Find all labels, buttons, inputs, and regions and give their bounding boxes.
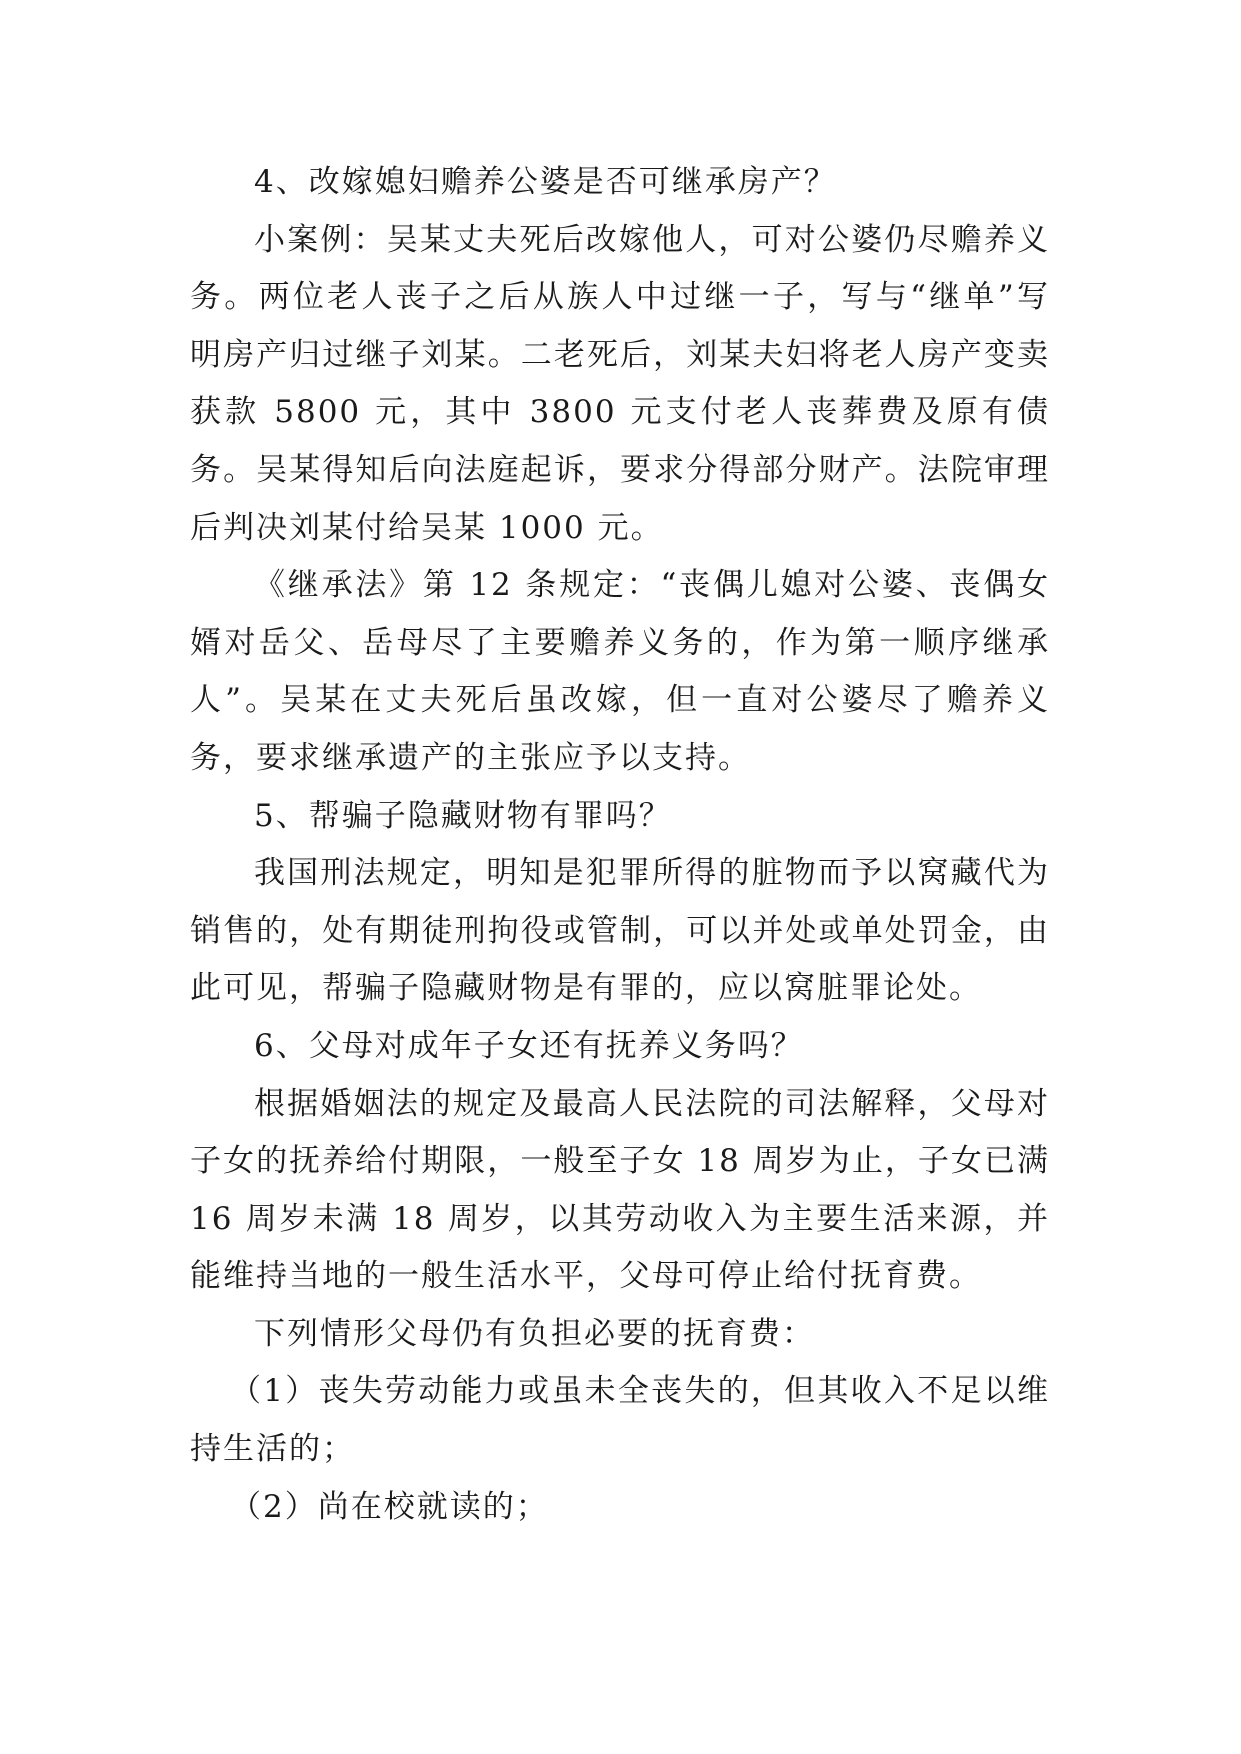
list-item: （1）丧失劳动能力或虽未全丧失的，但其收入不足以维持生活的； [190,1373,1050,1468]
marriage-law-paragraph: 根据婚姻法的规定及最高人民法院的司法解释，父母对子女的抚养给付期限，一般至子女 18 周岁为止，子女已满 16 周岁未满 18 周岁，以其劳动收入为主要生活来源，并能维持当地的一般生活水平，父母可停止给付抚育费。 [190,1085,1050,1295]
list-item: （2）尚在校就读的； [230,1488,549,1525]
document-body [190,154,1050,1536]
heading-question-6: 6、父母对成年子女还有抚养义务吗？ [254,1027,804,1064]
heading-question-4: 4、改嫁媳妇赡养公婆是否可继承房产？ [254,164,837,200]
law-citation-paragraph: 《继承法》第 12 条规定：“丧偶儿媳对公婆、丧偶女婿对岳父、岳母尽了主要赡养义务的，作为第一顺序继承人”。吴某在丈夫死后虽改嫁，但一直对公婆尽了赡养义务，要求继承遗产的主张应予以支持。 [190,567,1050,776]
list-intro: 下列情形父母仍有负担必要的抚育费： [254,1315,815,1352]
criminal-law-paragraph: 我国刑法规定，明知是犯罪所得的脏物而予以窝藏代为销售的，处有期徒刑拘役或管制，可以并处或单处罚金，由此可见，帮骗子隐藏财物是有罪的，应以窝脏罪论处。 [190,855,1050,1007]
case-paragraph: 小案例：吴某丈夫死后改嫁他人，可对公婆仍尽赡养义务。两位老人丧子之后从族人中过继一子，写与“继单”写明房产归过继子刘某。二老死后，刘某夫妇将老人房产变卖获款 5800 元，其中 3800 元支付老人丧葬费及原有债务。吴某得知后向法庭起诉，要求分得部分财产。法院审理后判决刘某付给吴某 1000 元。 [190,221,1050,546]
heading-question-5: 5、帮骗子隐藏财物有罪吗？ [254,797,672,834]
